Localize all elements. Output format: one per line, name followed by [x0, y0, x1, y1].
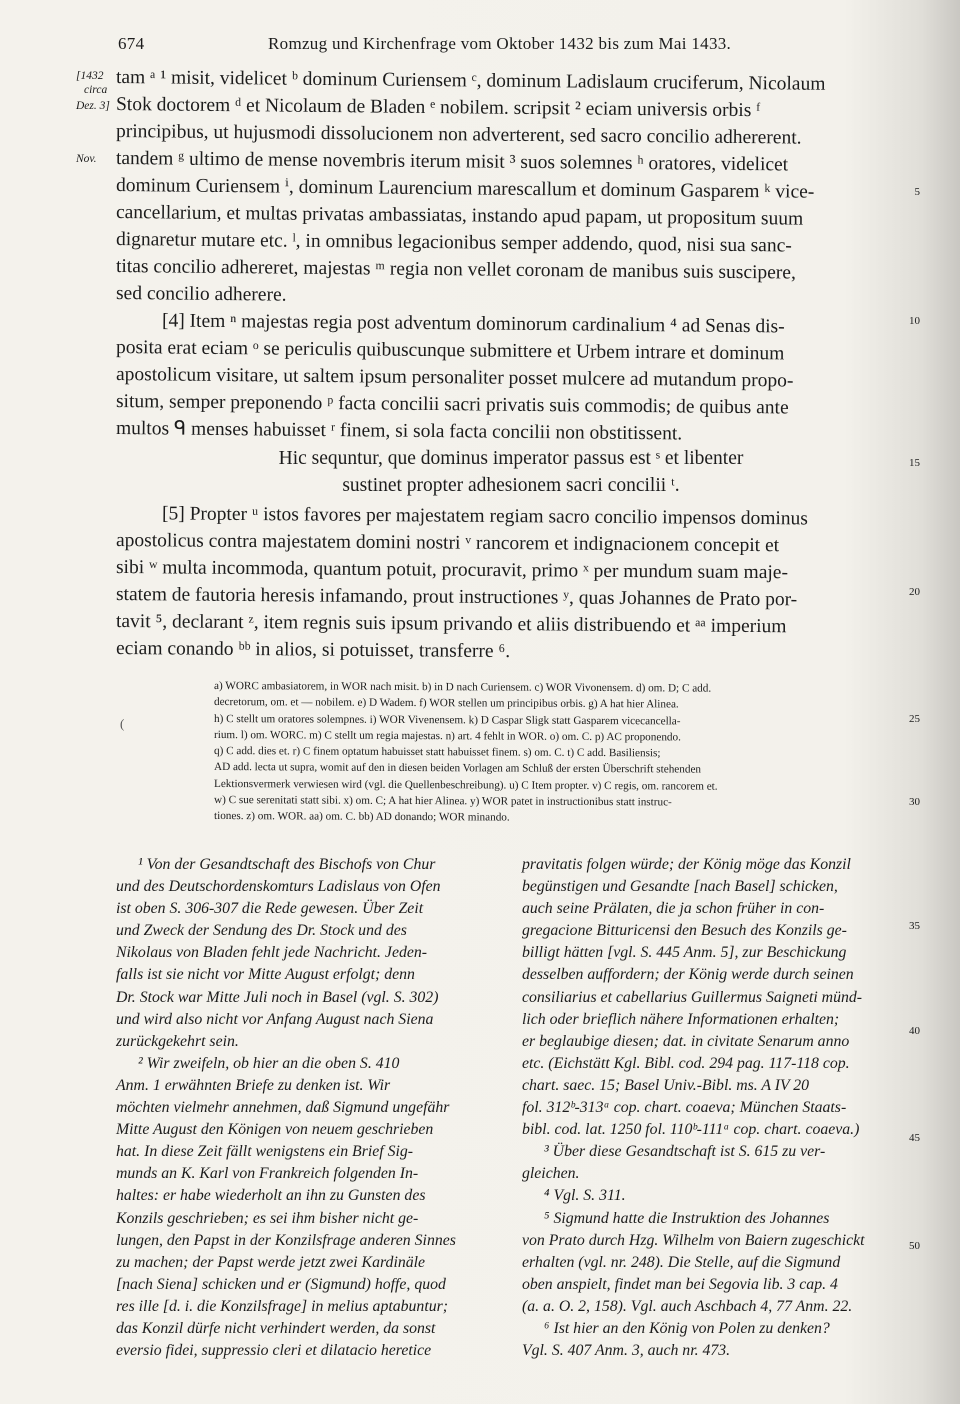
text-line: posita erat eciam ᵒ se periculis quibuscunque submittere et Urbem intrare et dominum — [115, 337, 785, 365]
footnote-line: Mitte August den Königen von neuem geschrieben — [116, 1121, 434, 1139]
apparatus-line: h) C stellt um oratores solempnes. i) WOR Vivenensem. k) D Caspar Sligk statt Gasparem vicecancella- — [213, 712, 681, 728]
footnote-line: billigt hätten [vgl. S. 445 Anm. 5], zur Beschickung — [522, 944, 847, 962]
text-line: [4] Item ⁿ majestas regia post adventum dominorum cardinalium ⁴ ad Senas dis- — [161, 310, 785, 338]
footnote-line: erhalten (vgl. nr. 248). Die Stelle, auf die Sigmund — [522, 1253, 841, 1271]
heading-line: sustinet propter adhesionem sacri concilii ᵗ. — [342, 475, 680, 496]
text-line: statem de fautoria heresis infamando, prout instructiones ʸ, quas Johannes de Prato por- — [115, 584, 798, 611]
footnote-line: lich oder brieflich nähere Informationen erhalten; — [522, 1010, 840, 1028]
margin-date-year: [1432 — [76, 70, 104, 82]
text-line: multos ᑫ menses habuisset ʳ finem, si sola facta concilii non obstitissent. — [115, 418, 683, 445]
footnote-line: falls ist sie nicht vor Mitte August erfolgt; denn — [116, 966, 415, 984]
footnote-line: ¹ Von der Gesandtschaft des Bischofs von Chur — [138, 856, 436, 873]
text-line: titas concilio adhereret, majestas ᵐ regia non vellet coronam de manibus suis suscipere, — [115, 256, 796, 284]
footnotes-right-column — [522, 854, 907, 1362]
apparatus-line: tiones. z) om. WOR. aa) om. C. bb) AD donando; WOR minando. — [213, 810, 510, 824]
footnote-line: das Konzil dürfe nicht verhindert werden, da sonst — [116, 1319, 436, 1337]
text-line: tandem ᵍ ultimo de mense novembris iterum misit ³ suos solemnes ʰ oratores, videlicet — [115, 148, 789, 176]
line-number: 5 — [914, 186, 920, 198]
line-number: 35 — [909, 920, 920, 932]
apparatus-line: rium. l) om. WORC. m) C stellt um regia majestas. n) art. 4 fehlt in WOR. o) om. C. p) AC proponendo. — [213, 728, 681, 744]
footnote-line: bibl. cod. lat. 1250 fol. 110ᵇ-111ᵃ cop. chart. coaeva.) — [522, 1121, 860, 1139]
apparatus-line: q) C add. dies et. r) C finem optatum habuisset statt habuisset finem. s) om. C. t) C add. Basiliensis; — [213, 745, 661, 760]
footnotes-left-column — [116, 854, 501, 1362]
text-line: apostolicus contra majestatem domini nostri ᵛ rancorem et indignacionem concepit et — [115, 530, 780, 557]
footnote-line: möchten vielmehr annehmen, daß Sigmund ungefähr — [116, 1099, 450, 1117]
footnote-line: gleichen. — [522, 1165, 580, 1183]
margin-month: Nov. — [76, 153, 97, 165]
footnote-line: Dr. Stock war Mitte Juli noch in Basel (vgl. S. 302) — [116, 988, 439, 1006]
line-number: 10 — [909, 315, 920, 327]
footnote-line: chart. saec. 15; Basel Univ.-Bibl. ms. A IV 20 — [522, 1076, 810, 1094]
text-line: [5] Propter ᵘ istos favores per majestatem regiam sacro concilio impensos dominus — [161, 503, 808, 530]
footnote-line: Nikolaus von Bladen fehlt jede Nachricht. Jeden- — [116, 944, 428, 962]
page-header — [118, 28, 898, 58]
footnote-line: ³ Über diese Gesandtschaft ist S. 615 zu ver- — [544, 1143, 826, 1161]
footnote-line: Vgl. S. 407 Anm. 3, auch nr. 473. — [522, 1342, 731, 1360]
footnote-line: ² Wir zweifeln, ob hier an die oben S. 410 — [138, 1054, 400, 1072]
footnote-line: res ille [d. i. die Konzilsfrage] in melius aptabuntur; — [116, 1297, 449, 1315]
text-line: principibus, ut hujusmodi dissolucionem non adverterent, sed sacro concilio adhererent. — [115, 121, 802, 149]
footnote-line: Konzils geschrieben; es sei ihm bisher nicht ge- — [116, 1209, 419, 1227]
footnote-line: er beglaubige diesen; dat. in civitate Senarum anno — [522, 1032, 850, 1050]
footnote-line: haltes: er habe wiederholt an ihn zu Gunsten des — [116, 1187, 426, 1205]
apparatus-line: a) WORC ambasiatorem, in WOR nach misit. b) in D nach Curiensem. c) WOR Vivonensem. d) om. D; C add. — [213, 680, 712, 695]
footnote-line: consiliarius et cabellarius Guillermus Saigneti münd- — [522, 988, 863, 1006]
apparatus-line: w) C sue serenitati statt sibi. x) om. C; A hat hier Alinea. y) WOR patet in instructionibus statt instruc- — [213, 794, 672, 809]
footnote-line: und Zweck der Sendung des Dr. Stock und des — [116, 922, 407, 940]
line-number: 15 — [909, 457, 920, 469]
footnote-line: ist oben S. 306-307 die Rede gewesen. Über Zeit — [116, 900, 424, 918]
text-line: situm, semper preponendo ᵖ facta concilii sacri privatis suis commodis; de quibus ante — [115, 391, 789, 419]
footnote-line: lungen, den Papst in der Konzilsfrage anderen Sinnes — [116, 1231, 456, 1249]
margin-date-circa: circa — [84, 84, 108, 96]
text-line: tam ᵃ ¹ misit, videlicet ᵇ dominum Curiensem ᶜ, dominum Ladislaum cruciferum, Nicolaum — [115, 67, 826, 95]
footnote-line: auch seine Prälaten, die ja schon früher in con- — [522, 900, 825, 918]
line-number: 25 — [909, 713, 920, 725]
footnote-line: (a. a. O. 2, 158). Vgl. auch Aschbach 4, 77 Anm. 22. — [522, 1297, 853, 1315]
text-line: sed concilio adherere. — [115, 283, 287, 306]
footnote-line: [nach Siena] schicken und er (Sigmund) hoffe, quod — [116, 1275, 446, 1293]
line-number: 40 — [909, 1025, 920, 1037]
text-line: sibi ʷ multa incommoda, quantum potuit, procuravit, primo ˣ per mundum suam maje- — [115, 557, 789, 584]
line-number: 30 — [909, 796, 920, 808]
footnote-line: ⁶ Ist hier an den König von Polen zu denken? — [544, 1319, 830, 1337]
footnote-line: etc. (Eichstätt Kgl. Bibl. cod. 294 pag. 117-118 cop. — [522, 1054, 850, 1072]
text-line: Stok doctorem ᵈ et Nicolaum de Bladen ᵉ nobilem. scripsit ² eciam universis orbis ᶠ — [115, 94, 761, 122]
footnote-line: und wird also nicht vor Anfang August nach Siena — [116, 1010, 434, 1028]
footnote-line: und des Deutschordenskomturs Ladislaus von Ofen — [116, 878, 441, 896]
apparatus-line: AD add. lecta ut supra, womit auf den in diesen beiden Vorlagen am Schluß der ersten Überschrift stehenden — [213, 761, 702, 777]
text-line: tavit ⁵, declarant ᶻ, item regnis suis ipsum privando et aliis distribuendo et ᵃᵃ imperium — [115, 611, 787, 638]
footnote-line: fol. 312ᵇ-313ᵃ cop. chart. coaeva; München Staats- — [522, 1099, 847, 1117]
footnote-line: oben anspielt, findet man bei Segovia lib. 3 cap. 4 — [522, 1275, 838, 1293]
footnote-line: pravitatis folgen würde; der König möge das Konzil — [522, 856, 851, 873]
line-number: 20 — [909, 586, 920, 598]
text-line: dignaretur mutare etc. ˡ, in omnibus legacionibus semper addendo, quod, nisi sua sanc- — [115, 229, 792, 257]
text-line: eciam conando ᵇᵇ in alios, si potuisset, transferre ⁶. — [115, 638, 511, 663]
critical-apparatus — [214, 678, 904, 825]
page-number: 674 — [118, 34, 145, 53]
footnote-line: Anm. 1 erwähnten Briefe zu denken ist. Wir — [116, 1076, 391, 1094]
text-line: apostolicum visitare, ut saltem ipsum personaliter posset mulcere ad mutandum propo- — [115, 364, 794, 392]
section-heading — [116, 445, 906, 499]
footnote-line: begünstigen und Gesandte [nach Basel] schicken, — [522, 878, 838, 896]
text-line: cancellarium, et multas privatas ambassiatas, instando apud papam, ut propositum suum — [115, 202, 804, 230]
footnote-line: hat. In diese Zeit fällt wenigstens ein Brief Sig- — [116, 1143, 414, 1161]
footnote-line: ⁴ Vgl. S. 311. — [544, 1187, 626, 1205]
main-text-section-5 — [116, 500, 906, 662]
text-line: dominum Curiensem ⁱ, dominum Laurencium marescallum et dominum Gasparem ᵏ vice- — [115, 175, 815, 203]
footnote-line: von Prato durch Hzg. Wilhelm von Baiern zugeschickt — [522, 1231, 865, 1249]
apparatus-line: decretorum, om. et — nobilem. e) D Wadem. f) WOR stellen um principibus orbis. g) A hat hier Alinea. — [213, 696, 679, 711]
footnote-line: desselben auffordern; der König werde durch seinen — [522, 966, 854, 984]
main-text — [115, 64, 906, 445]
footnote-line: zurückgekehrt sein. — [116, 1032, 239, 1050]
line-number: 45 — [909, 1132, 920, 1144]
footnote-line: eversio fidei, suppressio cleri et dilatacio heretice — [116, 1342, 432, 1360]
running-title: Romzug und Kirchenfrage vom Oktober 1432 bis zum Mai 1433. — [268, 34, 732, 53]
footnote-line: munds an K. Karl von Frankreich folgenden In- — [116, 1165, 419, 1183]
margin-stray-mark: ( — [120, 716, 125, 731]
heading-line: Hic sequntur, que dominus imperator passus est ˢ et libenter — [278, 448, 744, 469]
line-number: 50 — [909, 1240, 920, 1252]
footnote-line: gregacione Bitturicensi den Besuch des Konzils ge- — [522, 922, 847, 940]
margin-date-day: Dez. 3] — [76, 100, 110, 112]
footnote-line: ⁵ Sigmund hatte die Instruktion des Johannes — [544, 1209, 830, 1227]
apparatus-line: Lektionsvermerk verwiesen wird (vgl. die Quellenbeschreibung). u) C Item propter. v) C regis, om. rancorem et. — [213, 777, 718, 793]
footnote-line: zu machen; der Papst werde jetzt zwei Kardinäle — [116, 1253, 426, 1271]
